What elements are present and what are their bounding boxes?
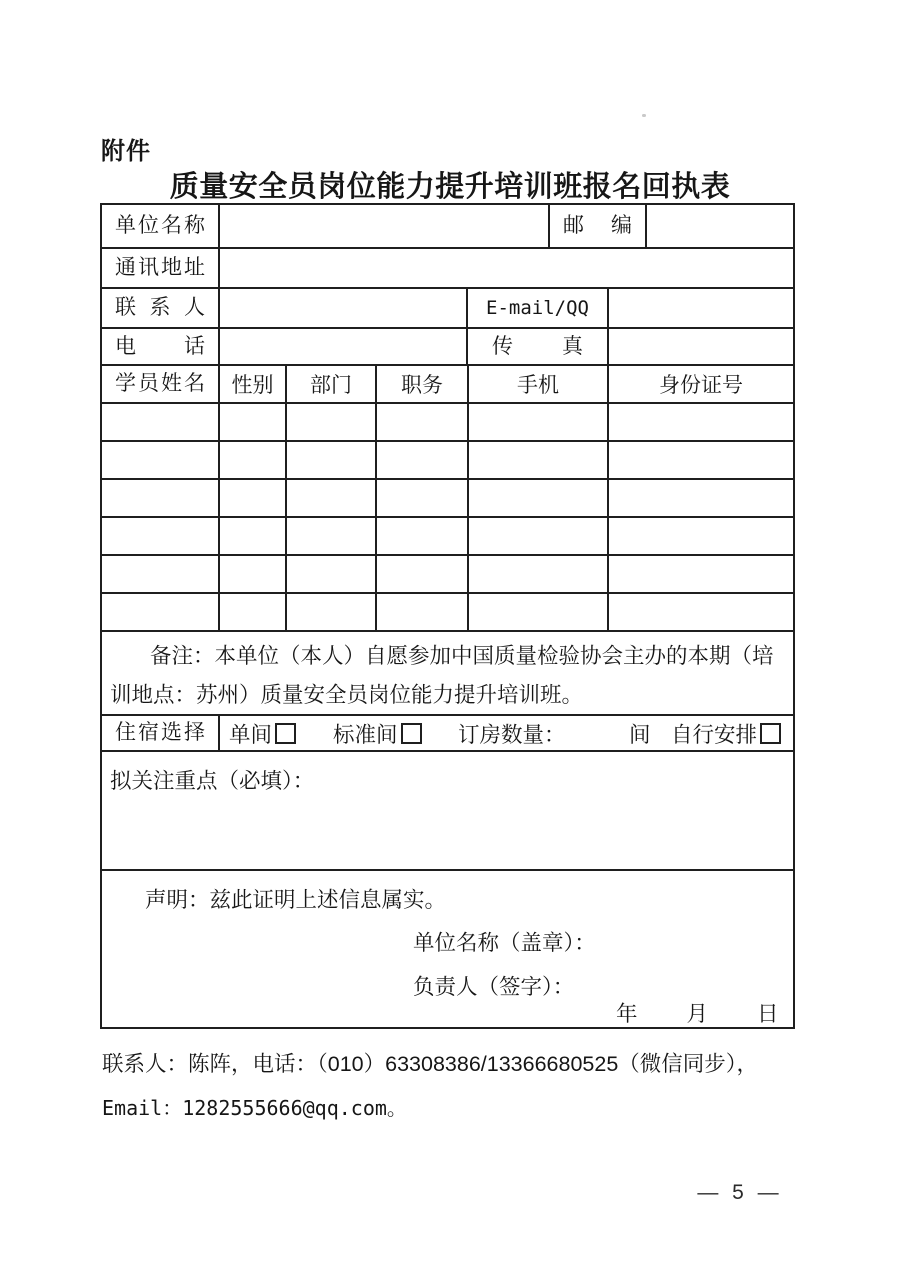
contact-label: 联系人: [115, 296, 205, 320]
registration-form-table: [100, 203, 795, 1029]
roster-cell: [285, 556, 375, 592]
roster-cell: [102, 556, 218, 592]
roster-cell: [375, 404, 467, 440]
roster-cell: [375, 480, 467, 516]
roster-cell: [607, 556, 793, 592]
self-arrange-checkbox: [760, 723, 781, 744]
roster-cell: [467, 594, 607, 630]
fax-value-cell: [607, 329, 793, 364]
table-row: [102, 327, 793, 364]
fax-label: 传真: [492, 334, 583, 358]
standard-room-option: [333, 716, 422, 750]
department-header-cell: [285, 366, 375, 402]
roster-cell: [467, 518, 607, 554]
phone-label: 电话: [115, 334, 205, 358]
roster-cell: [375, 518, 467, 554]
qty-unit-label: 间: [629, 722, 651, 747]
mobile-header-cell: [467, 366, 607, 402]
department-header: 部门: [310, 374, 352, 397]
declaration-row: [102, 869, 793, 1027]
single-room-label: 单间: [229, 722, 273, 747]
id-number-header: 身份证号: [659, 374, 743, 397]
roster-cell: [375, 594, 467, 630]
booking-qty-label: 订房数量：: [458, 722, 566, 747]
roster-cell: [102, 442, 218, 478]
unit-name-value-cell: [218, 205, 548, 247]
roster-cell: [285, 518, 375, 554]
roster-cell: [467, 480, 607, 516]
postcode-label-cell: [548, 205, 645, 247]
page-title: 质量安全员岗位能力提升培训班报名回执表: [169, 171, 731, 203]
roster-blank-row: [102, 440, 793, 478]
self-arrange-label: 自行安排: [671, 722, 758, 747]
contact-footer: [102, 1042, 802, 1130]
unit-seal-label: 单位名称（盖章）：: [413, 931, 596, 955]
email-qq-label-cell: [466, 289, 607, 327]
fax-label-cell: [466, 329, 607, 364]
lodging-label: 住宿选择: [115, 721, 205, 745]
roster-cell: [607, 480, 793, 516]
unit-name-label: 单位名称: [115, 214, 205, 238]
duty-header: 职务: [401, 374, 443, 397]
postcode-value-cell: [645, 205, 793, 247]
roster-cell: [102, 404, 218, 440]
roster-cell: [375, 556, 467, 592]
roster-cell: [102, 518, 218, 554]
roster-header-row: [102, 364, 793, 402]
roster-blank-row: [102, 516, 793, 554]
roster-cell: [218, 404, 285, 440]
standard-room-checkbox: [401, 723, 422, 744]
focus-cell: [102, 752, 793, 869]
page-number: — 5 —: [697, 1181, 783, 1204]
sex-header: 性别: [231, 374, 274, 397]
single-room-checkbox: [275, 723, 296, 744]
remark-text-line2: 训地点：苏州）质量安全员岗位能力提升培训班。: [110, 683, 584, 707]
standard-room-label: 标准间: [333, 722, 398, 747]
roster-cell: [285, 442, 375, 478]
declaration-cell: [102, 871, 793, 1027]
roster-blank-row: [102, 592, 793, 630]
remark-text-line1: 备注：本单位（本人）自愿参加中国质量检验协会主办的本期（培: [150, 644, 774, 668]
table-row: [102, 287, 793, 327]
phone-value-cell: [218, 329, 466, 364]
roster-cell: [607, 518, 793, 554]
remark-cell: [102, 632, 793, 714]
mobile-header: 手机: [517, 374, 559, 397]
roster-cell: [102, 480, 218, 516]
student-name-header-cell: [102, 366, 218, 402]
roster-cell: [285, 480, 375, 516]
id-number-header-cell: [607, 366, 793, 402]
unit-name-label-cell: [102, 205, 218, 247]
roster-cell: [607, 404, 793, 440]
date-blanks-label: 年 月 日: [616, 1002, 781, 1026]
attachment-label: 附件: [101, 138, 151, 165]
student-name-header: 学员姓名: [115, 372, 205, 396]
focus-label: 拟关注重点（必填）：: [110, 769, 315, 793]
roster-cell: [218, 556, 285, 592]
roster-cell: [375, 442, 467, 478]
focus-row: [102, 750, 793, 869]
roster-cell: [218, 480, 285, 516]
postcode-label: 邮编: [563, 214, 632, 238]
email-qq-label: E-mail/QQ: [486, 297, 589, 319]
roster-cell: [218, 594, 285, 630]
table-row: [102, 205, 793, 247]
phone-label-cell: [102, 329, 218, 364]
table-row: [102, 247, 793, 287]
duty-header-cell: [375, 366, 467, 402]
address-label-cell: [102, 249, 218, 287]
roster-blank-row: [102, 402, 793, 440]
lodging-label-cell: [102, 716, 218, 750]
lodging-row: [102, 714, 793, 750]
lodging-options-cell: [218, 716, 793, 750]
roster-cell: [467, 442, 607, 478]
roster-cell: [607, 442, 793, 478]
roster-cell: [285, 594, 375, 630]
remark-row: [102, 630, 793, 714]
contact-footer-line2: Email：1282555666@qq.com。: [102, 1096, 407, 1120]
roster-cell: [467, 556, 607, 592]
contact-label-cell: [102, 289, 218, 327]
address-value-cell: [218, 249, 793, 287]
contact-value-cell: [218, 289, 466, 327]
roster-cell: [218, 518, 285, 554]
sex-header-cell: [218, 366, 285, 402]
roster-blank-row: [102, 478, 793, 516]
roster-blank-row: [102, 554, 793, 592]
address-label: 通讯地址: [115, 256, 205, 280]
scan-speck: [642, 114, 646, 117]
email-qq-value-cell: [607, 289, 793, 327]
roster-cell: [607, 594, 793, 630]
declaration-statement: 声明：兹此证明上述信息属实。: [145, 888, 447, 912]
roster-cell: [285, 404, 375, 440]
signer-label: 负责人（签字）：: [413, 975, 575, 999]
roster-cell: [102, 594, 218, 630]
roster-cell: [467, 404, 607, 440]
self-arrange-option: [671, 716, 781, 750]
contact-footer-line1: 联系人：陈阵，电话：（010）63308386/13366680525（微信同步），: [102, 1052, 759, 1076]
single-room-option: [229, 716, 296, 750]
roster-cell: [218, 442, 285, 478]
